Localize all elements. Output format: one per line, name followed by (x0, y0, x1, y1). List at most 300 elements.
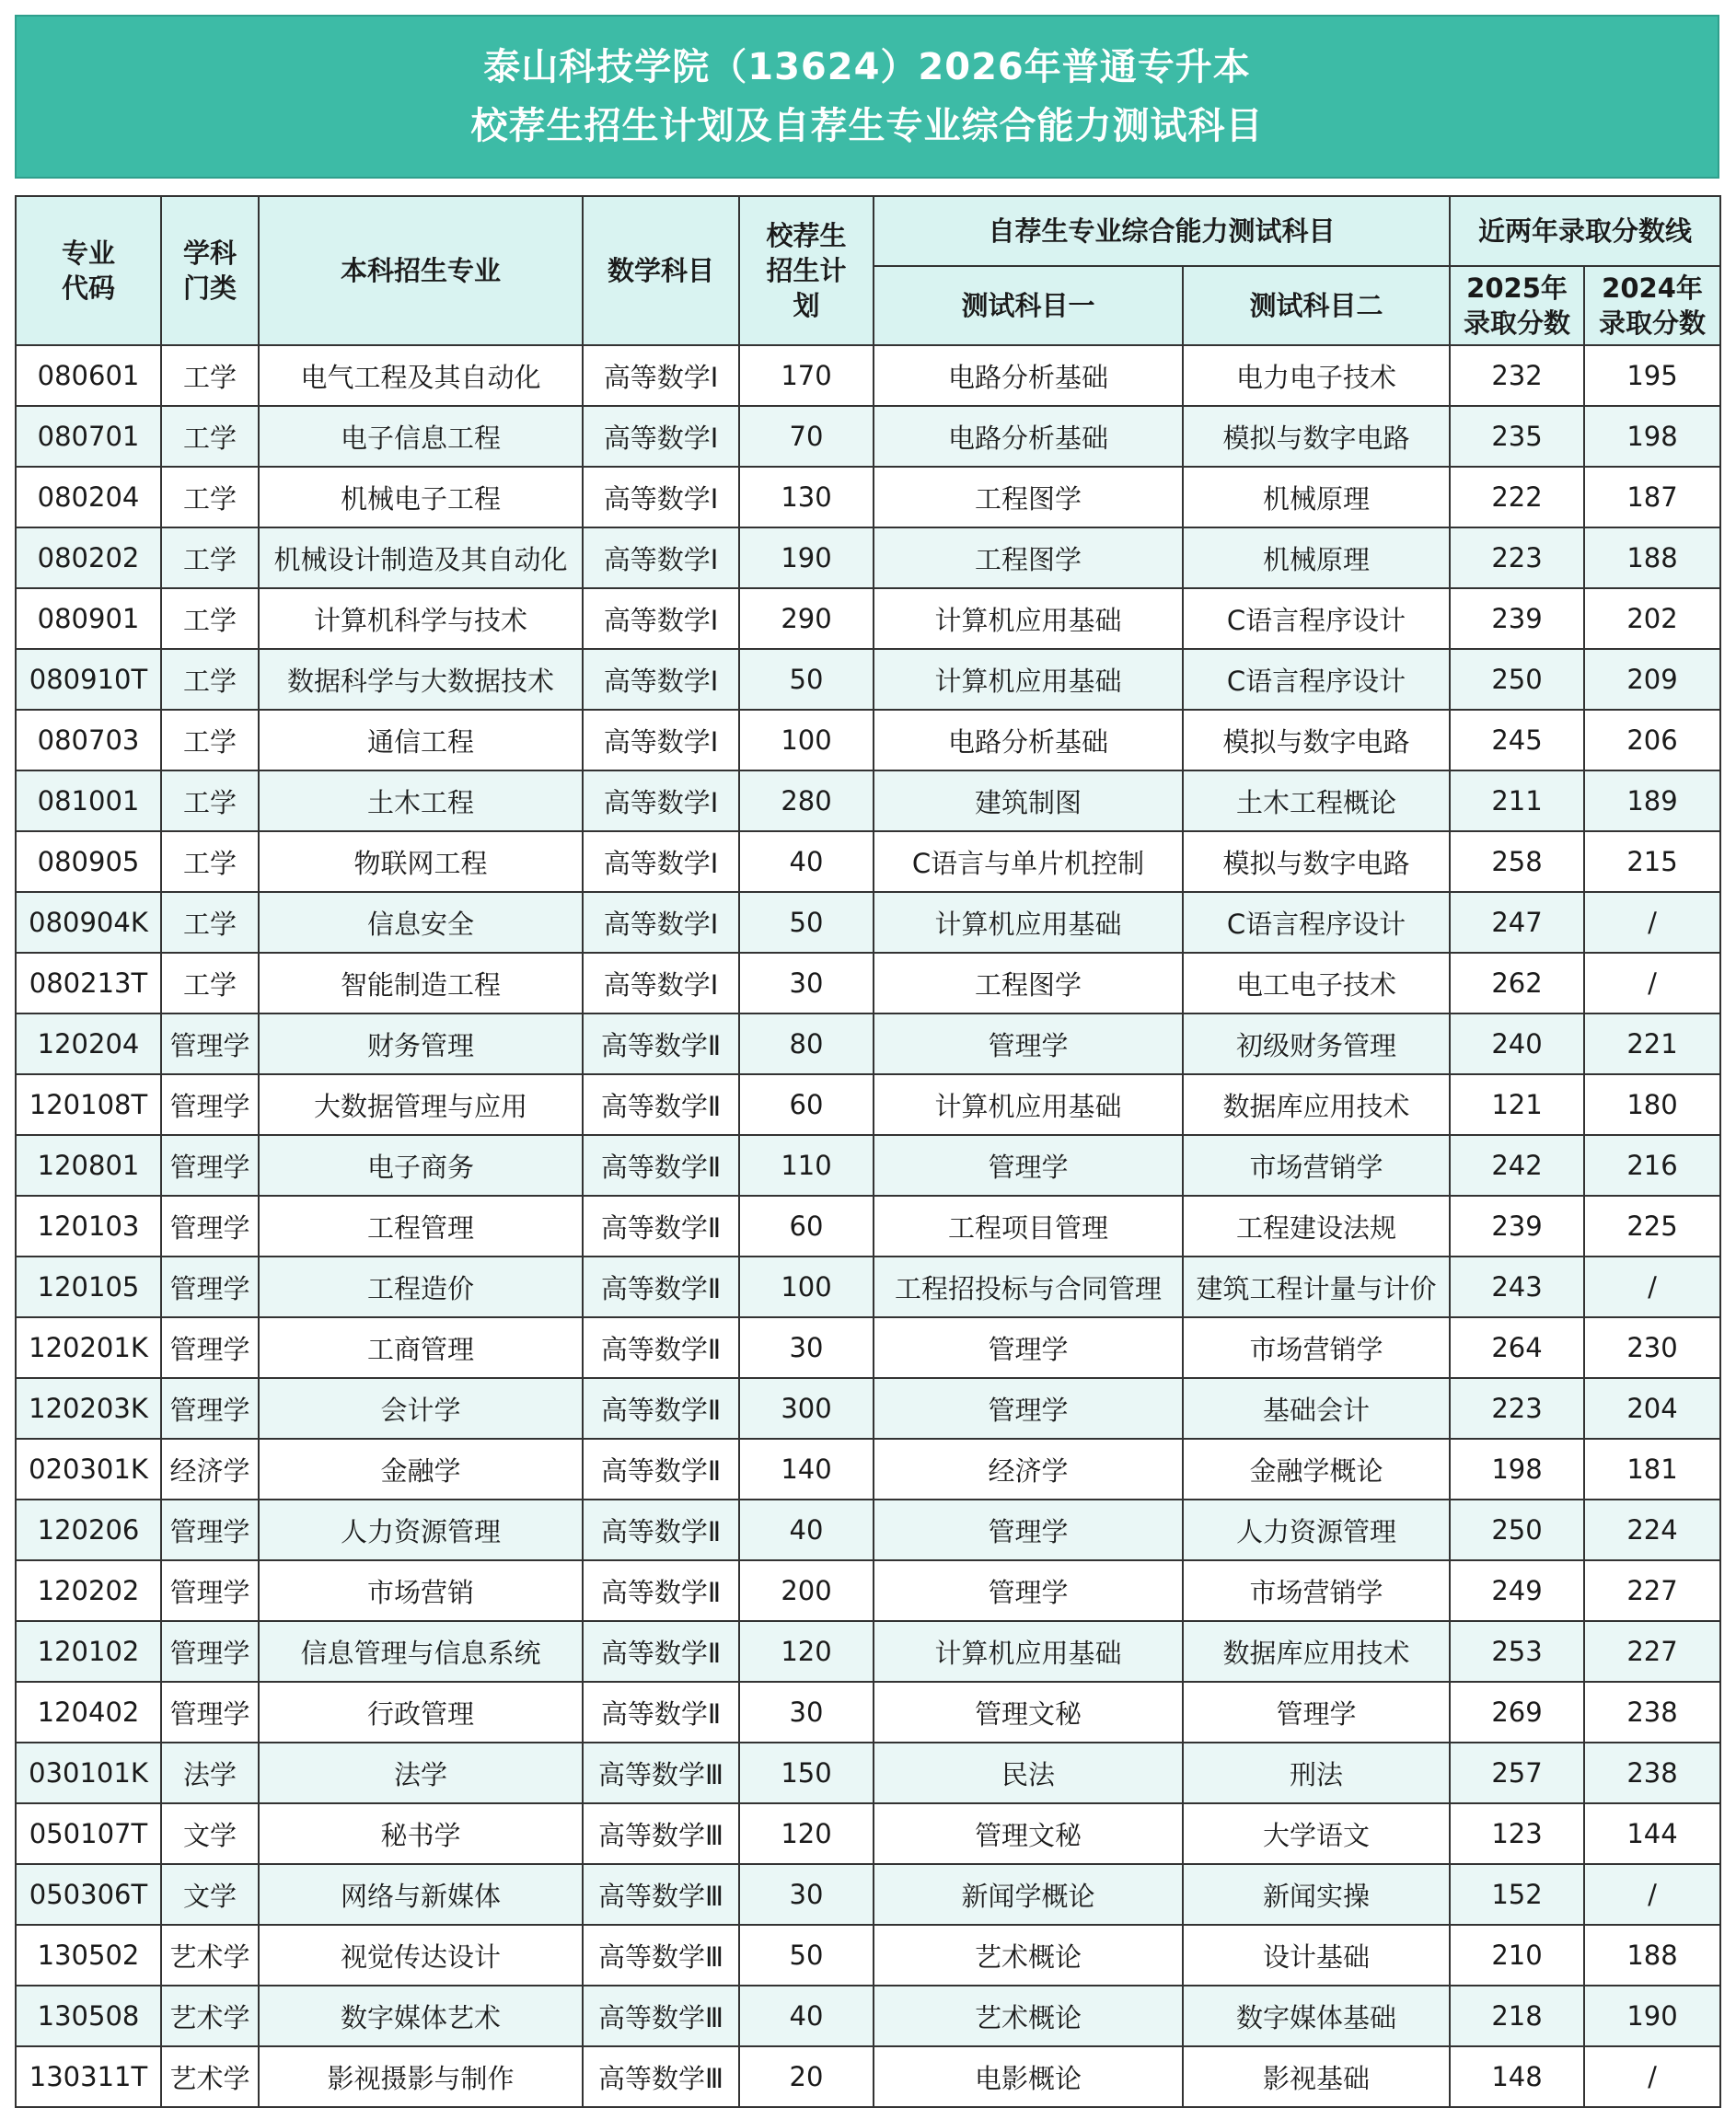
plan-cell: 30 (739, 1864, 874, 1925)
score2025-cell: 121 (1450, 1074, 1584, 1135)
code-cell: 130508 (16, 1986, 161, 2046)
score2025-cell: 198 (1450, 1439, 1584, 1500)
test1-cell: 工程图学 (874, 467, 1183, 527)
math-cell: 高等数学Ⅲ (583, 1864, 739, 1925)
plan-cell: 30 (739, 1682, 874, 1743)
table-row (16, 527, 1720, 588)
score2024-cell: 181 (1584, 1439, 1720, 1500)
test2-cell: 管理学 (1183, 1682, 1450, 1743)
test2-cell: 人力资源管理 (1183, 1500, 1450, 1560)
header-tests-group: 自荐生专业综合能力测试科目 (874, 196, 1450, 266)
plan-cell: 50 (739, 1925, 874, 1986)
major-cell: 大数据管理与应用 (259, 1074, 583, 1135)
math-cell: 高等数学Ⅰ (583, 831, 739, 892)
test2-cell: 建筑工程计量与计价 (1183, 1257, 1450, 1317)
category-cell: 工学 (161, 467, 259, 527)
score2025-cell: 210 (1450, 1925, 1584, 1986)
category-cell: 管理学 (161, 1378, 259, 1439)
test1-cell: 工程图学 (874, 527, 1183, 588)
test2-cell: 机械原理 (1183, 527, 1450, 588)
plan-cell: 20 (739, 2046, 874, 2107)
major-cell: 工商管理 (259, 1317, 583, 1378)
major-cell: 数据科学与大数据技术 (259, 649, 583, 710)
category-cell: 管理学 (161, 1013, 259, 1074)
test1-cell: 计算机应用基础 (874, 1621, 1183, 1682)
plan-cell: 70 (739, 406, 874, 467)
major-cell: 电子商务 (259, 1135, 583, 1196)
major-cell: 通信工程 (259, 710, 583, 770)
code-cell: 080904K (16, 892, 161, 953)
header-major: 本科招生专业 (259, 196, 583, 345)
test2-cell: 数据库应用技术 (1183, 1074, 1450, 1135)
math-cell: 高等数学Ⅱ (583, 1196, 739, 1257)
plan-cell: 290 (739, 588, 874, 649)
score2025-cell: 240 (1450, 1013, 1584, 1074)
category-cell: 文学 (161, 1864, 259, 1925)
category-cell: 管理学 (161, 1196, 259, 1257)
score2024-cell: 230 (1584, 1317, 1720, 1378)
score2024-cell: 202 (1584, 588, 1720, 649)
math-cell: 高等数学Ⅰ (583, 467, 739, 527)
major-cell: 财务管理 (259, 1013, 583, 1074)
code-cell: 080204 (16, 467, 161, 527)
code-cell: 120202 (16, 1560, 161, 1621)
table-row (16, 831, 1720, 892)
category-cell: 管理学 (161, 1257, 259, 1317)
major-cell: 视觉传达设计 (259, 1925, 583, 1986)
score2024-cell: 188 (1584, 527, 1720, 588)
category-cell: 经济学 (161, 1439, 259, 1500)
score2024-cell: 198 (1584, 406, 1720, 467)
score2024-cell: 187 (1584, 467, 1720, 527)
major-cell: 信息安全 (259, 892, 583, 953)
code-cell: 120201K (16, 1317, 161, 1378)
test1-cell: 计算机应用基础 (874, 892, 1183, 953)
test1-cell: 经济学 (874, 1439, 1183, 1500)
table-row (16, 1621, 1720, 1682)
plan-cell: 50 (739, 892, 874, 953)
plan-cell: 150 (739, 1743, 874, 1803)
code-cell: 080901 (16, 588, 161, 649)
major-cell: 智能制造工程 (259, 953, 583, 1013)
score2024-cell: 204 (1584, 1378, 1720, 1439)
header-category-label: 学科门类 (182, 237, 237, 304)
score2025-cell: 258 (1450, 831, 1584, 892)
score2025-cell: 247 (1450, 892, 1584, 953)
table-row (16, 1439, 1720, 1500)
table-row (16, 467, 1720, 527)
test2-cell: 大学语文 (1183, 1803, 1450, 1864)
score2025-cell: 269 (1450, 1682, 1584, 1743)
score2025-cell: 218 (1450, 1986, 1584, 2046)
math-cell: 高等数学Ⅰ (583, 710, 739, 770)
test2-cell: 市场营销学 (1183, 1135, 1450, 1196)
table-row (16, 1925, 1720, 1986)
math-cell: 高等数学Ⅱ (583, 1378, 739, 1439)
major-cell: 影视摄影与制作 (259, 2046, 583, 2107)
category-cell: 工学 (161, 649, 259, 710)
table-row (16, 1803, 1720, 1864)
header-score2025 (1450, 266, 1584, 345)
table-row (16, 1074, 1720, 1135)
test2-cell: 机械原理 (1183, 467, 1450, 527)
admission-table (15, 195, 1721, 2108)
major-cell: 机械电子工程 (259, 467, 583, 527)
score2024-cell: / (1584, 892, 1720, 953)
test2-cell: 基础会计 (1183, 1378, 1450, 1439)
test2-cell: 模拟与数字电路 (1183, 831, 1450, 892)
code-cell: 080202 (16, 527, 161, 588)
table-row (16, 1135, 1720, 1196)
score2025-cell: 262 (1450, 953, 1584, 1013)
plan-cell: 30 (739, 1317, 874, 1378)
major-cell: 法学 (259, 1743, 583, 1803)
table-row (16, 1317, 1720, 1378)
table-row (16, 345, 1720, 406)
category-cell: 管理学 (161, 1135, 259, 1196)
test2-cell: 初级财务管理 (1183, 1013, 1450, 1074)
major-cell: 机械设计制造及其自动化 (259, 527, 583, 588)
test1-cell: 管理学 (874, 1378, 1183, 1439)
code-cell: 030101K (16, 1743, 161, 1803)
math-cell: 高等数学Ⅰ (583, 770, 739, 831)
math-cell: 高等数学Ⅰ (583, 649, 739, 710)
score2025-cell: 250 (1450, 649, 1584, 710)
category-cell: 管理学 (161, 1560, 259, 1621)
math-cell: 高等数学Ⅰ (583, 527, 739, 588)
score2024-cell: 206 (1584, 710, 1720, 770)
math-cell: 高等数学Ⅰ (583, 345, 739, 406)
header-code-label: 专业代码 (61, 237, 115, 304)
major-cell: 行政管理 (259, 1682, 583, 1743)
score2025-cell: 250 (1450, 1500, 1584, 1560)
header-test2: 测试科目二 (1183, 266, 1450, 345)
test1-cell: 计算机应用基础 (874, 649, 1183, 710)
major-cell: 数字媒体艺术 (259, 1986, 583, 2046)
code-cell: 120102 (16, 1621, 161, 1682)
table-row (16, 1378, 1720, 1439)
code-cell: 081001 (16, 770, 161, 831)
test1-cell: 艺术概论 (874, 1925, 1183, 1986)
math-cell: 高等数学Ⅱ (583, 1317, 739, 1378)
category-cell: 管理学 (161, 1074, 259, 1135)
table-row (16, 770, 1720, 831)
major-cell: 工程管理 (259, 1196, 583, 1257)
math-cell: 高等数学Ⅱ (583, 1074, 739, 1135)
plan-cell: 110 (739, 1135, 874, 1196)
category-cell: 工学 (161, 527, 259, 588)
category-cell: 工学 (161, 770, 259, 831)
math-cell: 高等数学Ⅱ (583, 1682, 739, 1743)
math-cell: 高等数学Ⅰ (583, 892, 739, 953)
table-row (16, 1986, 1720, 2046)
score2024-cell: / (1584, 2046, 1720, 2107)
category-cell: 工学 (161, 892, 259, 953)
score2024-cell: / (1584, 1257, 1720, 1317)
test1-cell: 电路分析基础 (874, 345, 1183, 406)
plan-cell: 130 (739, 467, 874, 527)
test1-cell: 计算机应用基础 (874, 588, 1183, 649)
plan-cell: 120 (739, 1621, 874, 1682)
table-row (16, 649, 1720, 710)
major-cell: 工程造价 (259, 1257, 583, 1317)
test2-cell: 影视基础 (1183, 2046, 1450, 2107)
plan-cell: 30 (739, 953, 874, 1013)
score2024-cell: 227 (1584, 1560, 1720, 1621)
test2-cell: 电力电子技术 (1183, 345, 1450, 406)
test2-cell: 模拟与数字电路 (1183, 406, 1450, 467)
code-cell: 120801 (16, 1135, 161, 1196)
major-cell: 市场营销 (259, 1560, 583, 1621)
test2-cell: 设计基础 (1183, 1925, 1450, 1986)
major-cell: 计算机科学与技术 (259, 588, 583, 649)
category-cell: 工学 (161, 588, 259, 649)
code-cell: 120108T (16, 1074, 161, 1135)
test1-cell: 工程项目管理 (874, 1196, 1183, 1257)
score2024-cell: 215 (1584, 831, 1720, 892)
plan-cell: 100 (739, 1257, 874, 1317)
math-cell: 高等数学Ⅱ (583, 1257, 739, 1317)
header-category (161, 196, 259, 345)
test2-cell: 土木工程概论 (1183, 770, 1450, 831)
plan-cell: 80 (739, 1013, 874, 1074)
plan-cell: 60 (739, 1196, 874, 1257)
title-line-1: 泰山科技学院（13624）2026年普通专升本 (483, 46, 1251, 88)
score2024-cell: 195 (1584, 345, 1720, 406)
test2-cell: C语言程序设计 (1183, 588, 1450, 649)
score2025-cell: 148 (1450, 2046, 1584, 2107)
header-test1: 测试科目一 (874, 266, 1183, 345)
major-cell: 物联网工程 (259, 831, 583, 892)
score2025-cell: 235 (1450, 406, 1584, 467)
test1-cell: 管理学 (874, 1560, 1183, 1621)
code-cell: 130502 (16, 1925, 161, 1986)
major-cell: 电气工程及其自动化 (259, 345, 583, 406)
plan-cell: 280 (739, 770, 874, 831)
math-cell: 高等数学Ⅱ (583, 1560, 739, 1621)
test1-cell: 电影概论 (874, 2046, 1183, 2107)
score2025-cell: 245 (1450, 710, 1584, 770)
plan-cell: 120 (739, 1803, 874, 1864)
category-cell: 法学 (161, 1743, 259, 1803)
score2024-cell: 144 (1584, 1803, 1720, 1864)
header-code (16, 196, 161, 345)
score2025-cell: 253 (1450, 1621, 1584, 1682)
test1-cell: 管理学 (874, 1013, 1183, 1074)
category-cell: 文学 (161, 1803, 259, 1864)
code-cell: 080703 (16, 710, 161, 770)
plan-cell: 50 (739, 649, 874, 710)
test2-cell: 市场营销学 (1183, 1317, 1450, 1378)
score2025-cell: 211 (1450, 770, 1584, 831)
spacer (15, 179, 1719, 195)
table-row (16, 1500, 1720, 1560)
major-cell: 土木工程 (259, 770, 583, 831)
major-cell: 信息管理与信息系统 (259, 1621, 583, 1682)
math-cell: 高等数学Ⅰ (583, 406, 739, 467)
test1-cell: 工程图学 (874, 953, 1183, 1013)
score2024-cell: 238 (1584, 1743, 1720, 1803)
major-cell: 金融学 (259, 1439, 583, 1500)
plan-cell: 200 (739, 1560, 874, 1621)
test2-cell: C语言程序设计 (1183, 649, 1450, 710)
header-plan-label: 校荐生招生计划 (766, 220, 847, 321)
plan-cell: 40 (739, 831, 874, 892)
score2025-cell: 239 (1450, 588, 1584, 649)
test2-cell: 新闻实操 (1183, 1864, 1450, 1925)
header-scores-group: 近两年录取分数线 (1450, 196, 1720, 266)
table-row (16, 2046, 1720, 2107)
math-cell: 高等数学Ⅲ (583, 1743, 739, 1803)
score2024-cell: 227 (1584, 1621, 1720, 1682)
score2024-cell: 238 (1584, 1682, 1720, 1743)
category-cell: 工学 (161, 345, 259, 406)
test1-cell: 新闻学概论 (874, 1864, 1183, 1925)
test2-cell: 数据库应用技术 (1183, 1621, 1450, 1682)
test1-cell: 管理学 (874, 1500, 1183, 1560)
category-cell: 工学 (161, 831, 259, 892)
score2025-cell: 243 (1450, 1257, 1584, 1317)
score2024-cell: 224 (1584, 1500, 1720, 1560)
table-row (16, 1743, 1720, 1803)
major-cell: 电子信息工程 (259, 406, 583, 467)
table-row (16, 1560, 1720, 1621)
test1-cell: 计算机应用基础 (874, 1074, 1183, 1135)
category-cell: 艺术学 (161, 2046, 259, 2107)
header-score2025-label: 2025年录取分数 (1464, 272, 1571, 339)
test1-cell: C语言与单片机控制 (874, 831, 1183, 892)
table-row (16, 953, 1720, 1013)
test1-cell: 管理学 (874, 1135, 1183, 1196)
test2-cell: 模拟与数字电路 (1183, 710, 1450, 770)
score2025-cell: 242 (1450, 1135, 1584, 1196)
math-cell: 高等数学Ⅰ (583, 953, 739, 1013)
score2024-cell: 188 (1584, 1925, 1720, 1986)
test2-cell: 数字媒体基础 (1183, 1986, 1450, 2046)
code-cell: 080905 (16, 831, 161, 892)
test2-cell: C语言程序设计 (1183, 892, 1450, 953)
category-cell: 工学 (161, 953, 259, 1013)
score2024-cell: 189 (1584, 770, 1720, 831)
plan-cell: 170 (739, 345, 874, 406)
math-cell: 高等数学Ⅲ (583, 1803, 739, 1864)
score2024-cell: / (1584, 1864, 1720, 1925)
score2025-cell: 222 (1450, 467, 1584, 527)
plan-cell: 300 (739, 1378, 874, 1439)
code-cell: 080601 (16, 345, 161, 406)
plan-cell: 100 (739, 710, 874, 770)
test1-cell: 管理文秘 (874, 1682, 1183, 1743)
code-cell: 080701 (16, 406, 161, 467)
test1-cell: 工程招投标与合同管理 (874, 1257, 1183, 1317)
math-cell: 高等数学Ⅱ (583, 1621, 739, 1682)
math-cell: 高等数学Ⅰ (583, 588, 739, 649)
plan-cell: 60 (739, 1074, 874, 1135)
admission-sheet (15, 15, 1719, 2108)
category-cell: 艺术学 (161, 1986, 259, 2046)
score2025-cell: 123 (1450, 1803, 1584, 1864)
table-row (16, 1682, 1720, 1743)
table-row (16, 1257, 1720, 1317)
test1-cell: 电路分析基础 (874, 710, 1183, 770)
score2025-cell: 257 (1450, 1743, 1584, 1803)
test1-cell: 建筑制图 (874, 770, 1183, 831)
score2024-cell: 180 (1584, 1074, 1720, 1135)
code-cell: 120402 (16, 1682, 161, 1743)
title-line-2: 校荐生招生计划及自荐生专业综合能力测试科目 (470, 105, 1264, 147)
plan-cell: 140 (739, 1439, 874, 1500)
test2-cell: 刑法 (1183, 1743, 1450, 1803)
score2025-cell: 152 (1450, 1864, 1584, 1925)
code-cell: 050107T (16, 1803, 161, 1864)
score2024-cell: 216 (1584, 1135, 1720, 1196)
code-cell: 130311T (16, 2046, 161, 2107)
test1-cell: 民法 (874, 1743, 1183, 1803)
code-cell: 120103 (16, 1196, 161, 1257)
code-cell: 080910T (16, 649, 161, 710)
math-cell: 高等数学Ⅱ (583, 1439, 739, 1500)
score2025-cell: 232 (1450, 345, 1584, 406)
code-cell: 120203K (16, 1378, 161, 1439)
major-cell: 秘书学 (259, 1803, 583, 1864)
math-cell: 高等数学Ⅲ (583, 2046, 739, 2107)
table-row (16, 1864, 1720, 1925)
test1-cell: 管理文秘 (874, 1803, 1183, 1864)
category-cell: 艺术学 (161, 1925, 259, 1986)
table-body (16, 345, 1720, 2107)
test1-cell: 管理学 (874, 1317, 1183, 1378)
test1-cell: 电路分析基础 (874, 406, 1183, 467)
test2-cell: 工程建设法规 (1183, 1196, 1450, 1257)
plan-cell: 40 (739, 1986, 874, 2046)
category-cell: 管理学 (161, 1621, 259, 1682)
test2-cell: 金融学概论 (1183, 1439, 1450, 1500)
plan-cell: 190 (739, 527, 874, 588)
test2-cell: 电工电子技术 (1183, 953, 1450, 1013)
math-cell: 高等数学Ⅲ (583, 1925, 739, 1986)
code-cell: 120105 (16, 1257, 161, 1317)
score2024-cell: 225 (1584, 1196, 1720, 1257)
test2-cell: 市场营销学 (1183, 1560, 1450, 1621)
major-cell: 人力资源管理 (259, 1500, 583, 1560)
major-cell: 会计学 (259, 1378, 583, 1439)
table-row (16, 406, 1720, 467)
category-cell: 管理学 (161, 1500, 259, 1560)
code-cell: 050306T (16, 1864, 161, 1925)
score2024-cell: 221 (1584, 1013, 1720, 1074)
code-cell: 020301K (16, 1439, 161, 1500)
score2025-cell: 249 (1450, 1560, 1584, 1621)
score2025-cell: 239 (1450, 1196, 1584, 1257)
math-cell: 高等数学Ⅱ (583, 1013, 739, 1074)
category-cell: 工学 (161, 406, 259, 467)
math-cell: 高等数学Ⅱ (583, 1500, 739, 1560)
code-cell: 080213T (16, 953, 161, 1013)
score2024-cell: / (1584, 953, 1720, 1013)
table-row (16, 1196, 1720, 1257)
header-score2024-label: 2024年录取分数 (1599, 272, 1707, 339)
table-row (16, 892, 1720, 953)
header-math: 数学科目 (583, 196, 739, 345)
code-cell: 120206 (16, 1500, 161, 1560)
test1-cell: 艺术概论 (874, 1986, 1183, 2046)
score2024-cell: 209 (1584, 649, 1720, 710)
category-cell: 管理学 (161, 1682, 259, 1743)
math-cell: 高等数学Ⅲ (583, 1986, 739, 2046)
major-cell: 网络与新媒体 (259, 1864, 583, 1925)
header-score2024 (1584, 266, 1720, 345)
title-banner (15, 15, 1719, 179)
